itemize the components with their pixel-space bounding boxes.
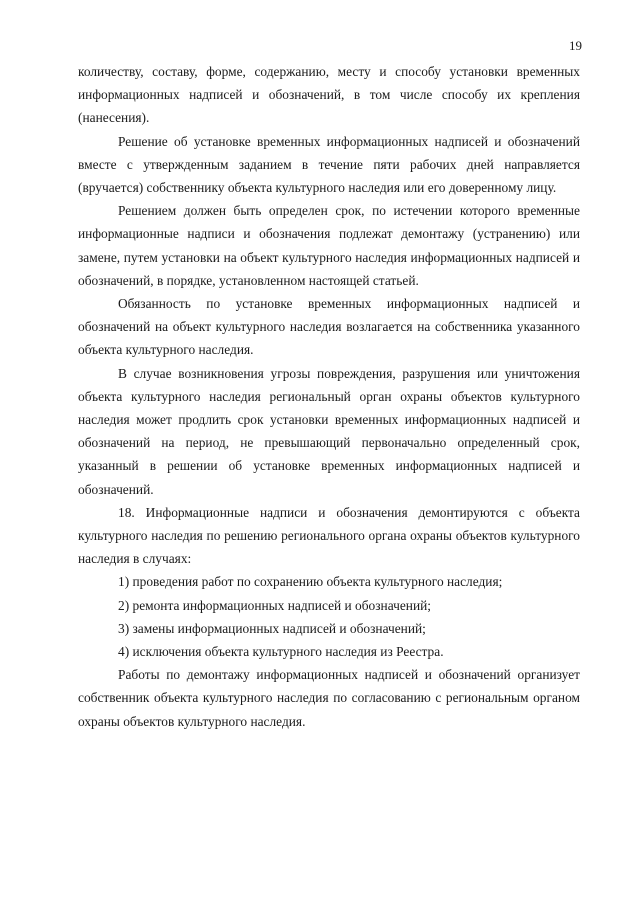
list-item: 1) проведения работ по сохранению объекта культурного наследия; bbox=[118, 574, 503, 590]
paragraph: Обязанность по установке временных информационных надписей и обозначений на объект культурного наследия возлагается на собственника указанного объекта культурного наследия. bbox=[78, 296, 580, 358]
list-item: 4) исключения объекта культурного наследия из Реестра. bbox=[118, 644, 444, 660]
list-item: 2) ремонта информационных надписей и обозначений; bbox=[118, 597, 431, 613]
paragraph-continuation: количеству, составу, форме, содержанию, месту и способу установки временных информационных надписей и обозначений, в том числе способу их крепления (нанесения). bbox=[78, 64, 580, 126]
clause-18: 18. Информационные надписи и обозначения демонтируются с объекта культурного наследия по решению регионального органа охраны объектов культурного наследия в случаях: bbox=[78, 504, 580, 567]
document-body bbox=[78, 60, 580, 733]
paragraph: Решение об установке временных информационных надписей и обозначений вместе с утвержденным заданием в течение пяти рабочих дней направляется (вручается) собственнику объекта культурного наследия или его доверенному лицу. bbox=[78, 133, 580, 196]
paragraph: Решением должен быть определен срок, по истечении которого временные информационные надписи и обозначения подлежат демонтажу (устранению) или замене, путем установки на объект культурного наследия информационных надписей и обозначений, в порядке, установленном настоящей статьей. bbox=[78, 203, 580, 288]
paragraph: В случае возникновения угрозы повреждения, разрушения или уничтожения объекта культурного наследия региональный орган охраны объектов культурного наследия может продлить срок установки временных информационных надписей и обозначений на период, не превышающий первоначально определенный срок, указанный в решении об установке временных информационных надписей и обозначений. bbox=[78, 365, 580, 497]
paragraph: Работы по демонтажу информационных надписей и обозначений организует собственник объекта культурного наследия по согласованию с региональным органом охраны объектов культурного наследия. bbox=[78, 667, 580, 729]
list-item: 3) замены информационных надписей и обозначений; bbox=[118, 620, 426, 636]
page-number: 19 bbox=[569, 38, 582, 53]
